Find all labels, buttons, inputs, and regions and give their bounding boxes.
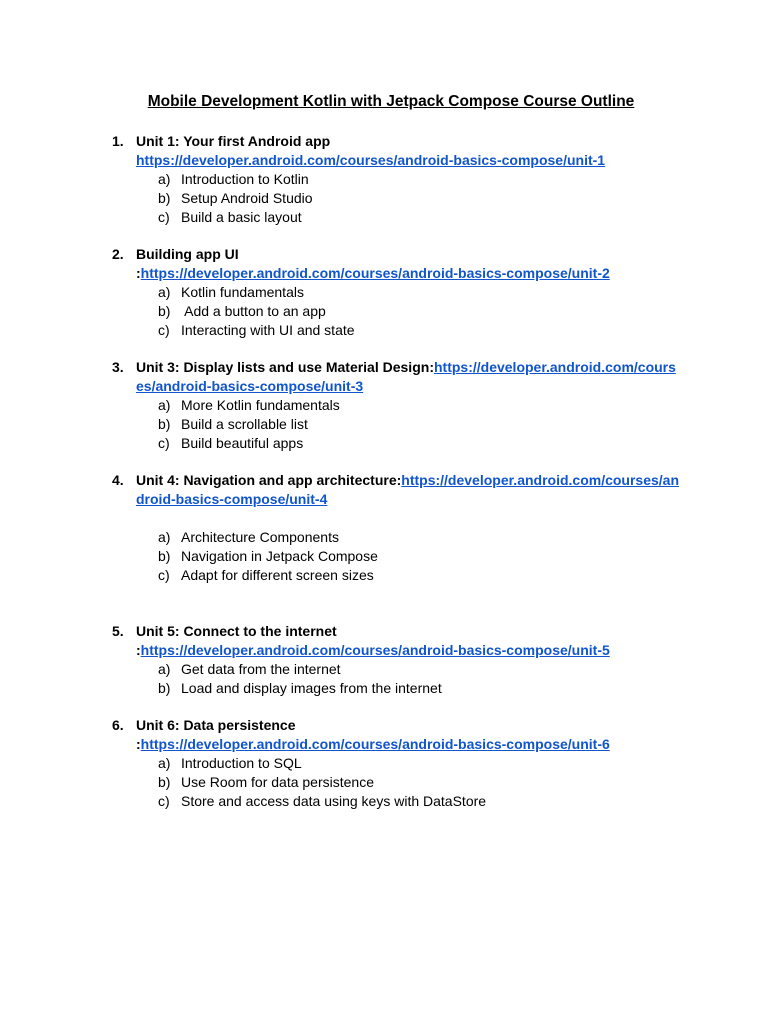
- list-item: [0, 679, 768, 698]
- list-item: [0, 415, 768, 434]
- unit-link[interactable]: https://developer.android.com/courses/android-basics-compose/unit-6: [140, 736, 610, 752]
- unit-link[interactable]: https://developer.android.com/courses/android-basics-compose/unit-3: [136, 359, 676, 394]
- item-letter: b): [158, 547, 171, 564]
- unit-title: Unit 5: Connect to the internet: [136, 623, 337, 639]
- unit-link-separator: :: [136, 736, 141, 752]
- list-item: [0, 547, 768, 566]
- list-item: [0, 321, 768, 340]
- unit-topics: [0, 283, 768, 339]
- list-item: [0, 660, 768, 679]
- unit-heading: [136, 132, 681, 170]
- item-text: Build a scrollable list: [181, 415, 308, 432]
- list-item: [0, 283, 768, 302]
- item-text: More Kotlin fundamentals: [181, 397, 340, 413]
- item-text: Kotlin fundamentals: [181, 284, 304, 300]
- unit-number: 3.: [112, 359, 124, 375]
- item-letter: b): [158, 189, 171, 206]
- unit-number: 1.: [112, 133, 124, 149]
- unit-number: 4.: [112, 472, 124, 488]
- unit-link[interactable]: https://developer.android.com/courses/android-basics-compose/unit-1: [136, 152, 606, 168]
- unit-title: Unit 6: Data persistence: [136, 717, 296, 733]
- item-text: Introduction to SQL: [181, 755, 302, 771]
- unit-topics: [0, 170, 768, 226]
- item-letter: a): [158, 284, 171, 300]
- list-item: [0, 566, 768, 585]
- item-text: Interacting with UI and state: [181, 321, 355, 338]
- unit-heading: [136, 245, 681, 283]
- unit-number: 2.: [112, 246, 124, 262]
- unit-link[interactable]: https://developer.android.com/courses/android-basics-compose/unit-5: [140, 642, 610, 658]
- list-item: [0, 208, 768, 227]
- item-letter: b): [158, 773, 171, 790]
- unit-heading: [136, 622, 681, 660]
- unit-number: 5.: [112, 623, 124, 639]
- unit-topics: [0, 754, 768, 810]
- list-item: [0, 396, 768, 415]
- item-text: Setup Android Studio: [181, 189, 313, 206]
- unit-link-separator: :: [429, 359, 434, 375]
- item-letter: a): [158, 171, 171, 187]
- unit-topics: [0, 528, 768, 584]
- unit-number: 6.: [112, 717, 124, 733]
- item-letter: c): [158, 208, 170, 225]
- item-text: Navigation in Jetpack Compose: [181, 547, 378, 564]
- item-letter: b): [158, 302, 171, 319]
- unit-heading: [136, 358, 681, 396]
- unit-heading: [136, 471, 681, 509]
- item-text: Load and display images from the internet: [181, 679, 442, 696]
- list-item: [0, 754, 768, 773]
- page-title: Mobile Development Kotlin with Jetpack Compose Course Outline: [147, 93, 635, 110]
- item-letter: c): [158, 434, 170, 451]
- item-text: Build a basic layout: [181, 208, 302, 225]
- unit-topics: [0, 660, 768, 698]
- unit-link[interactable]: https://developer.android.com/courses/android-basics-compose/unit-4: [136, 472, 680, 507]
- unit-title: Unit 1: Your first Android app: [136, 133, 331, 149]
- item-letter: a): [158, 529, 171, 545]
- item-letter: a): [158, 755, 171, 771]
- item-text: Architecture Components: [181, 529, 339, 545]
- unit-link-separator: :: [136, 642, 141, 658]
- list-item: [0, 170, 768, 189]
- unit-topics: [0, 396, 768, 452]
- item-letter: b): [158, 415, 171, 432]
- item-letter: a): [158, 661, 171, 677]
- item-letter: c): [158, 566, 170, 583]
- item-text: Adapt for different screen sizes: [181, 566, 374, 583]
- item-text: Add a button to an app: [181, 302, 326, 319]
- unit-link-separator: :: [136, 265, 141, 281]
- item-letter: c): [158, 321, 170, 338]
- item-letter: b): [158, 679, 171, 696]
- list-item: [0, 792, 768, 811]
- item-text: Store and access data using keys with DataStore: [181, 792, 487, 809]
- unit-title: Building app UI: [136, 246, 239, 262]
- item-text: Build beautiful apps: [181, 434, 304, 451]
- list-item: [0, 434, 768, 453]
- unit-heading: [136, 716, 681, 754]
- unit-link-separator: :: [396, 472, 402, 488]
- unit-title: Unit 3: Display lists and use Material Design: [136, 359, 430, 375]
- item-text: Use Room for data persistence: [181, 773, 374, 790]
- item-letter: c): [158, 792, 170, 809]
- unit-title: Unit 4: Navigation and app architecture: [136, 472, 397, 488]
- unit-link[interactable]: https://developer.android.com/courses/android-basics-compose/unit-2: [140, 265, 610, 281]
- list-item: [0, 302, 768, 321]
- item-text: Introduction to Kotlin: [181, 171, 309, 187]
- item-text: Get data from the internet: [181, 661, 341, 677]
- list-item: [0, 189, 768, 208]
- list-item: [0, 773, 768, 792]
- list-item: [0, 528, 768, 547]
- item-letter: a): [158, 397, 171, 413]
